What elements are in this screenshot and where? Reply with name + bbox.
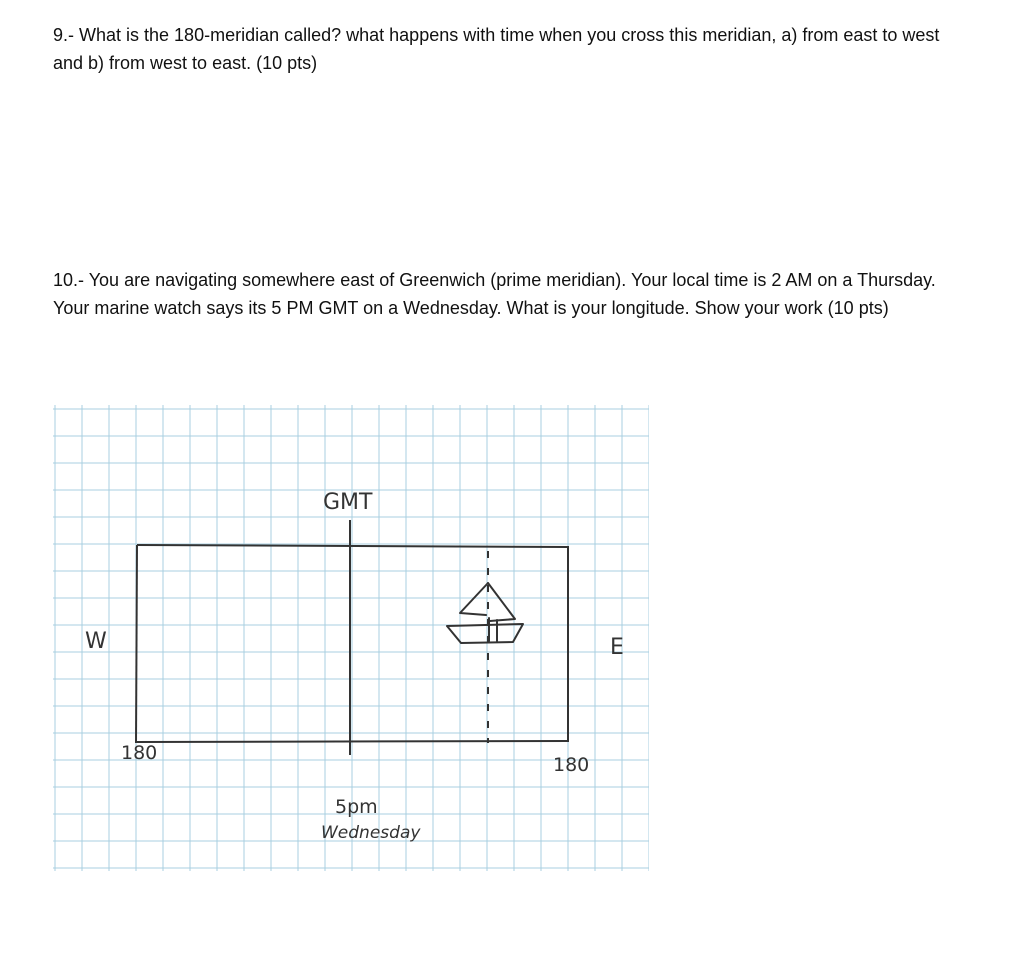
east-180-label: 180 bbox=[553, 754, 590, 776]
west-180-label: 180 bbox=[121, 742, 158, 764]
west-label: W bbox=[85, 629, 107, 654]
time-label: 5pm bbox=[335, 796, 378, 818]
gmt-label: GMT bbox=[323, 490, 373, 515]
day-label: Wednesday bbox=[321, 823, 421, 843]
question-10: 10.- You are navigating somewhere east of Greenwich (prime meridian). Your local time is 2 AM on a Thursday. Your marine watch says its 5 PM GMT on a Wednesday. What is your longitude. Show your work (10 pts) bbox=[53, 270, 936, 318]
graph-paper-sketch bbox=[53, 405, 649, 871]
east-label: E bbox=[610, 635, 624, 660]
question-9: 9.- What is the 180-meridian called? what happens with time when you cross this meridian, a) from east to west and b) from west to east. (10 pts) bbox=[53, 25, 940, 73]
